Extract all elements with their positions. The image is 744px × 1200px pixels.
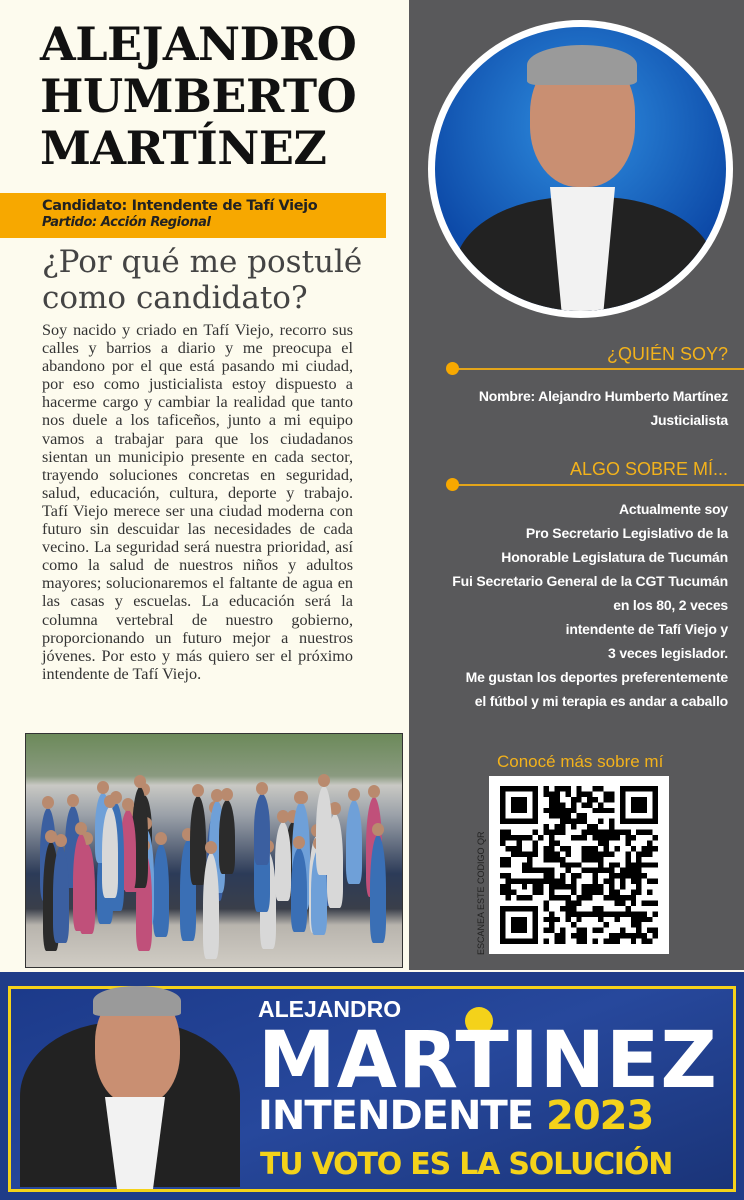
crowd-figure [254,794,270,865]
bullet-dot [446,478,459,491]
about-me-text [452,497,728,713]
name-line: MARTÍNEZ [40,121,327,175]
qr-title: Conocé más sobre mí [497,752,664,771]
name-line: ALEJANDRO [40,17,357,71]
text-line: Fui Secretario General de la CGT Tucumán [452,573,728,589]
crowd-head [55,834,67,847]
text-line: Me gustan los deportes preferentemente [465,669,728,685]
group-photo [25,733,403,968]
candidacy-text: Candidato: Intendente de Tafí Viejo [42,198,318,214]
candidacy-band [0,193,386,238]
about-me-title: ALGO SOBRE MÍ... [569,459,728,479]
crowd-head [372,823,384,836]
text-line: 3 veces legislador. [608,645,728,661]
crowd-head [348,788,360,801]
crowd-head [122,798,134,811]
crowd-head [256,782,268,795]
candidate-portrait [428,20,733,318]
crowd-head [134,775,146,788]
crowd-head [192,784,204,797]
crowd-figure [370,835,386,942]
year-text: 2023 [546,1093,654,1139]
text-line: Justicialista [650,412,728,428]
crowd-head [67,794,79,807]
banner-last-name: MARTINEZ [258,1016,718,1106]
text-line: Honorable Legislatura de Tucumán [501,549,728,565]
crowd-head [368,785,380,798]
crowd-figure [346,800,362,884]
banner-first-name: ALEJANDRO [258,996,402,1022]
crowd-figure [203,853,219,960]
article-heading: ¿Por qué me postulé como candidato? [42,244,363,316]
crowd-figure [53,846,69,943]
divider [451,368,744,370]
crowd-figure [275,822,291,901]
qr-caption: ESCANEA ESTE CODIGO QR [476,831,486,955]
crowd-head [155,832,167,845]
crowd-head [318,774,330,787]
qr-code[interactable] [489,776,669,954]
crowd-figure [291,848,307,932]
crowd-head [42,796,54,809]
who-am-i-text [479,384,728,432]
text-line: Actualmente soy [618,501,728,517]
text-line: en los 80, 2 veces [613,597,728,613]
crowd-figure [102,807,118,898]
crowd-figure [153,844,169,937]
divider [451,484,744,486]
text-line: Pro Secretario Legislativo de la [525,525,728,541]
crowd-figure [73,834,89,931]
bullet-dot [446,362,459,375]
crowd-head [205,841,217,854]
party-text: Partido: Acción Regional [42,215,211,230]
banner-role [258,1093,653,1139]
crowd-figure [316,786,332,875]
who-am-i-title: ¿QUIÉN SOY? [606,344,728,364]
candidate-name [40,18,356,174]
article-body: Soy nacido y criado en Tafí Viejo, recorro sus calles y barrios a diario y me preocupa el abandono por el que está pasando mi ciudad, por eso como justicialista estoy dispuesto a hacerme cargo y cambiar la realidad que tanto nos duele a los taficeños, junto a mi equipo vamos a trabajar para que los ciudadanos sientan un municipio presente en cada sector, trayendo soluciones concretas en seguridad, salud, educación, cultura, deporte y trabajo. Tafí Viejo merece ser una ciudad moderna con futuro sin descuidar las necesidades de cada vecino. La seguridad será nuestra prioridad, así como la salud de nuestros niños y adultos mayores; solucionaremos el faltante de agua en las casas y escuelas. La educación será la columna vertebral de nuestro gobierno, proporcionando un futuro mejor a nuestros jóvenes. Por esto y más quiero ser el próximo intendente de Tafí Viejo. [42,321,353,683]
crowd-head [104,795,116,808]
crowd-head [75,822,87,835]
name-line: HUMBERTO [40,69,357,123]
crowd-head [97,781,109,794]
text-line: intendente de Tafí Viejo y [565,621,728,637]
banner-slogan: TU VOTO ES LA SOLUCIÓN [260,1147,673,1182]
crowd-figure [219,800,235,874]
text-line: el fútbol y mi terapia es andar a caballo [474,693,728,709]
crowd-head [277,810,289,823]
crowd-head [221,788,233,801]
text-line: Nombre: Alejandro Humberto Martínez [478,388,728,404]
role-text: INTENDENTE [258,1093,534,1139]
